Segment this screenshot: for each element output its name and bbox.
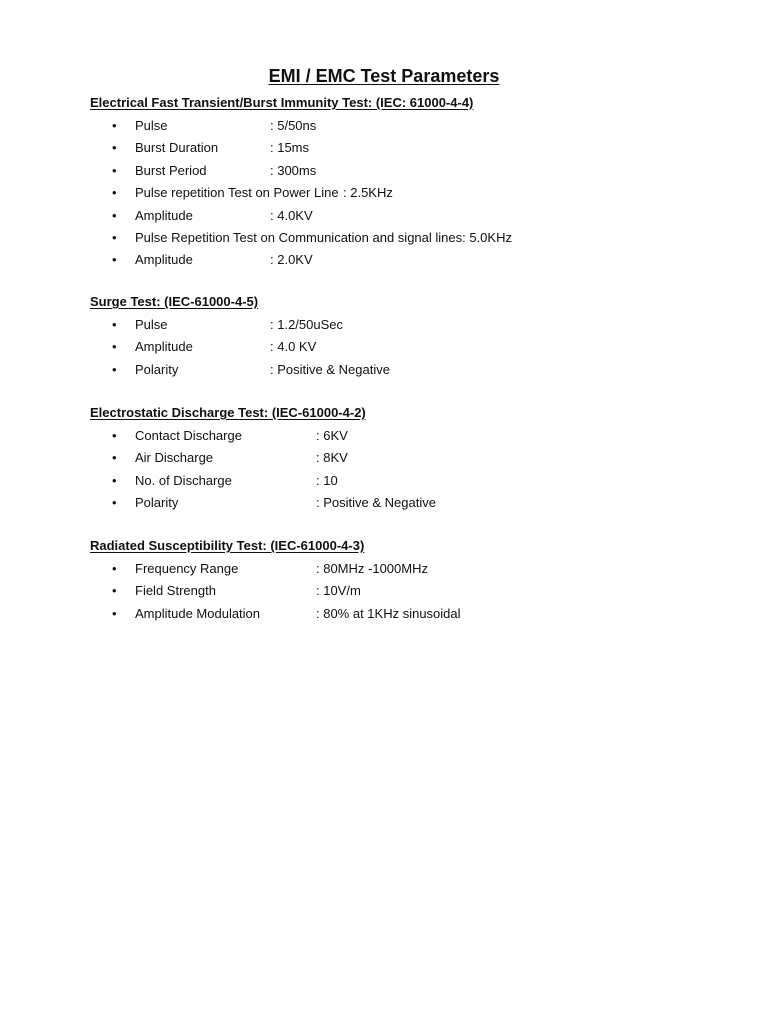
list-item — [90, 115, 730, 137]
bullet-icon: • — [112, 428, 117, 443]
parameter-label: Contact Discharge — [135, 428, 242, 443]
list-item — [90, 227, 730, 249]
parameter-label: Burst Duration — [135, 140, 219, 156]
list-item — [90, 447, 730, 469]
list-item — [90, 603, 730, 625]
section-surge — [90, 294, 730, 381]
parameter-value: Pulse Repetition Test on Communication and signal lines: 5.0KHz — [135, 229, 512, 245]
list-item — [90, 160, 730, 182]
parameter-label: Burst Period — [135, 162, 207, 178]
bullet-icon: • — [112, 317, 117, 332]
parameter-value: : 10V/m — [316, 583, 361, 599]
bullet-icon: • — [112, 185, 117, 201]
section-heading-eft: Electrical Fast Transient/Burst Immunity Test: (IEC: 61000-4-4) — [90, 95, 474, 110]
section-heading-radiated-susceptibility: Radiated Susceptibility Test: (IEC-61000-4-3) — [90, 538, 365, 553]
parameter-label: Polarity — [135, 361, 179, 377]
bullet-icon: • — [112, 118, 117, 133]
list-item — [90, 492, 730, 514]
parameter-label: Field Strength — [135, 583, 216, 599]
parameter-value: : 6KV — [316, 428, 348, 443]
list-item — [90, 580, 730, 602]
rs-parameter-list — [90, 558, 730, 625]
list-item — [90, 314, 730, 336]
bullet-icon: • — [112, 252, 117, 268]
parameter-label: Pulse — [135, 317, 168, 332]
bullet-icon: • — [112, 162, 117, 178]
parameter-label: Frequency Range — [135, 561, 239, 576]
eft-parameter-list — [90, 115, 730, 272]
bullet-icon: • — [112, 361, 117, 377]
list-item — [90, 205, 730, 227]
parameter-value: : 2.5KHz — [343, 185, 393, 201]
bullet-icon: • — [112, 605, 117, 621]
bullet-icon: • — [112, 561, 117, 576]
list-item — [90, 470, 730, 492]
parameter-value: : 1.2/50uSec — [270, 317, 343, 332]
page-title: EMI / EMC Test Parameters — [268, 66, 500, 86]
parameter-label: Amplitude — [135, 252, 193, 268]
parameter-value: : 5/50ns — [270, 118, 317, 133]
section-esd — [90, 405, 730, 515]
bullet-icon: • — [112, 207, 117, 223]
parameter-label: Amplitude Modulation — [135, 605, 261, 621]
parameter-label: Air Discharge — [135, 450, 214, 466]
parameter-value: : 2.0KV — [270, 252, 313, 268]
parameter-value: : 4.0KV — [270, 207, 313, 223]
list-item — [90, 249, 730, 271]
list-item — [90, 425, 730, 447]
section-heading-surge: Surge Test: (IEC-61000-4-5) — [90, 294, 259, 309]
bullet-icon: • — [112, 229, 117, 245]
bullet-icon: • — [112, 583, 117, 599]
parameter-label: Pulse repetition Test on Power Line — [135, 185, 339, 201]
parameter-value: : 300ms — [270, 162, 317, 178]
bullet-icon: • — [112, 339, 117, 355]
bullet-icon: • — [112, 472, 117, 488]
bullet-icon: • — [112, 450, 117, 466]
parameter-value: : 8KV — [316, 450, 348, 466]
parameter-value: : Positive & Negative — [316, 495, 436, 511]
parameter-value: : Positive & Negative — [270, 361, 390, 377]
parameter-value: : 80% at 1KHz sinusoidal — [316, 605, 461, 621]
list-item — [90, 137, 730, 159]
list-item — [90, 359, 730, 381]
parameter-value: : 15ms — [270, 140, 310, 156]
bullet-icon: • — [112, 495, 117, 511]
esd-parameter-list — [90, 425, 730, 515]
parameter-value: : 80MHz -1000MHz — [316, 561, 428, 576]
bullet-icon: • — [112, 140, 117, 156]
list-item — [90, 336, 730, 358]
parameter-value: : 10 — [316, 472, 338, 488]
surge-parameter-list — [90, 314, 730, 381]
parameter-label: No. of Discharge — [135, 472, 232, 488]
section-radiated-susceptibility — [90, 538, 730, 625]
parameter-label: Amplitude — [135, 207, 193, 223]
section-heading-esd: Electrostatic Discharge Test: (IEC-61000-4-2) — [90, 405, 366, 420]
parameter-label: Polarity — [135, 495, 179, 511]
list-item — [90, 558, 730, 580]
parameter-label: Amplitude — [135, 339, 193, 355]
list-item — [90, 182, 730, 204]
parameter-label: Pulse — [135, 118, 168, 133]
section-eft — [90, 95, 730, 272]
parameter-value: : 4.0 KV — [270, 339, 317, 355]
